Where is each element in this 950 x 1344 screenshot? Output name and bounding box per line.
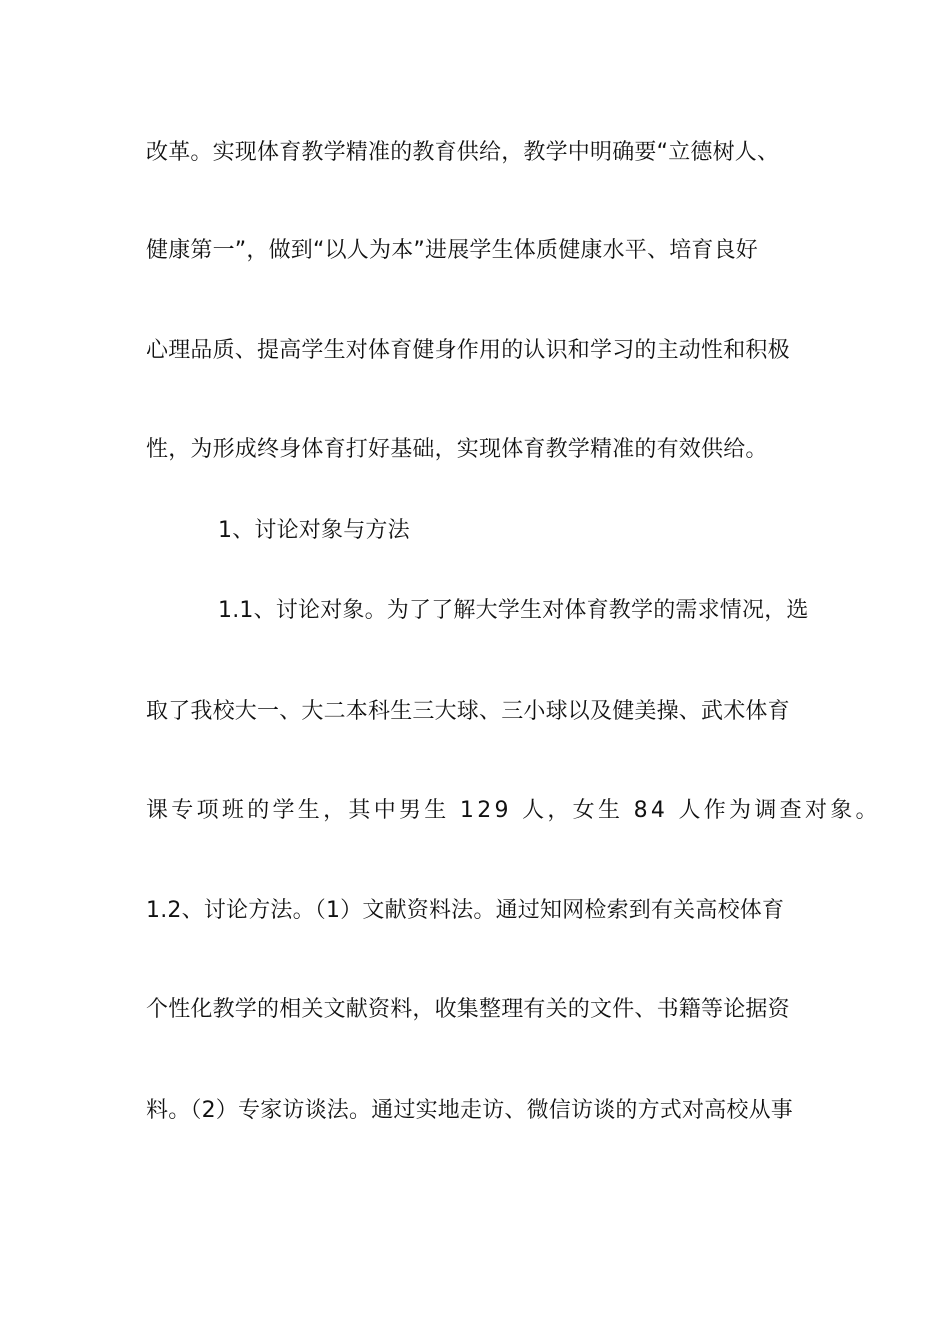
subsection-1-2-line-2: 个性化教学的相关文献资料，收集整理有关的文件、书籍等论据资 bbox=[146, 997, 790, 1022]
paragraph-line-1: 改革。实现体育教学精准的教育供给，教学中明确要“立德树人、 bbox=[146, 140, 780, 165]
section-heading: 1、讨论对象与方法 bbox=[218, 518, 410, 543]
paragraph-line-3: 心理品质、提高学生对体育健身作用的认识和学习的主动性和积极 bbox=[146, 338, 790, 363]
subsection-1-1-line-3: 课专项班的学生，其中男生 129 人，女生 84 人作为调查对象。 bbox=[146, 798, 881, 823]
subsection-1-1-line-2: 取了我校大一、大二本科生三大球、三小球以及健美操、武术体育 bbox=[146, 699, 790, 724]
paragraph-line-4: 性，为形成终身体育打好基础，实现体育教学精准的有效供给。 bbox=[146, 437, 768, 462]
paragraph-line-2: 健康第一”，做到“以人为本”进展学生体质健康水平、培育良好 bbox=[146, 238, 758, 263]
subsection-1-1-line-1: 1.1、讨论对象。为了了解大学生对体育教学的需求情况，选 bbox=[218, 598, 809, 623]
subsection-1-2-line-3: 料。（2）专家访谈法。通过实地走访、微信访谈的方式对高校从事 bbox=[146, 1098, 793, 1123]
subsection-1-2-line-1: 1.2、讨论方法。（1）文献资料法。通过知网检索到有关高校体育 bbox=[146, 898, 785, 923]
